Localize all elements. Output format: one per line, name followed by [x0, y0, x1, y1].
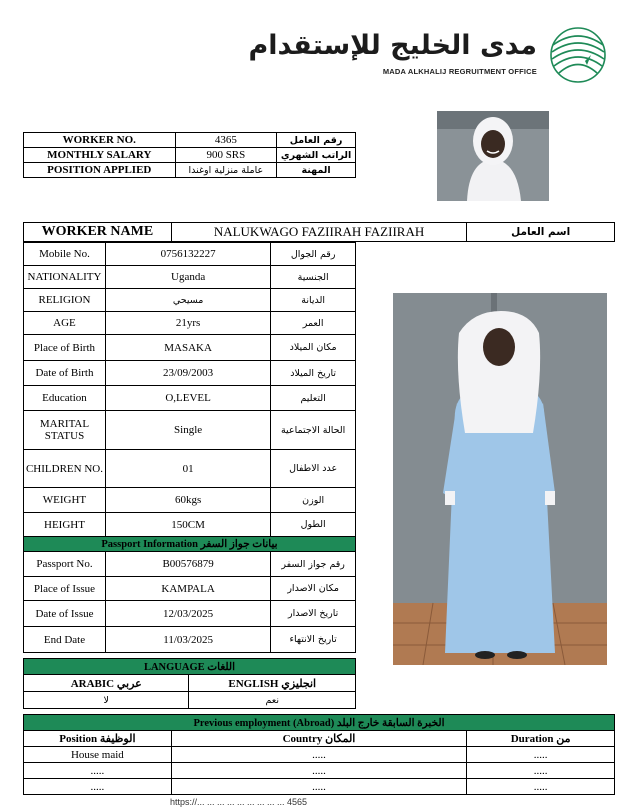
detail-row	[24, 411, 356, 450]
worker-name-label-ar: اسم العامل	[467, 223, 615, 242]
table-row	[24, 747, 615, 763]
col-duration-header: Duration من	[467, 731, 615, 747]
education-label-ar: التعليم	[271, 386, 356, 411]
language-table	[23, 658, 356, 709]
end-date-label-ar: تاريخ الانتهاء	[271, 627, 356, 653]
detail-row	[24, 552, 356, 577]
mobile-label: Mobile No.	[24, 243, 106, 266]
language-section-header: LANGUAGE اللغات	[24, 659, 356, 675]
english-label: ENGLISH انجليزي	[189, 675, 356, 692]
issue-place-label: Place of Issue	[24, 577, 106, 601]
position-cell: House maid	[24, 747, 172, 763]
details-table	[23, 242, 356, 653]
mobile-value: 0756132227	[105, 243, 270, 266]
end-date-label: End Date	[24, 627, 106, 653]
summary-row	[24, 133, 356, 148]
marital-label: MARITAL STATUS	[24, 411, 106, 450]
worker-portrait-photo	[437, 111, 549, 201]
logo-arabic-text: مدى الخليج للإستقدام	[248, 30, 537, 61]
arabic-value: لا	[24, 692, 189, 709]
detail-row	[24, 577, 356, 601]
detail-row	[24, 488, 356, 513]
age-value: 21yrs	[105, 312, 270, 335]
height-value: 150CM	[105, 513, 270, 537]
summary-row	[24, 163, 356, 178]
worker-name-value: NALUKWAGO FAZIIRAH FAZIIRAH	[171, 223, 466, 242]
nationality-label-ar: الجنسية	[271, 266, 356, 289]
position-value: عاملة منزلية اوغندا	[175, 163, 277, 178]
issue-place-label-ar: مكان الاصدار	[271, 577, 356, 601]
col-country-header: Country المكان	[171, 731, 466, 747]
duration-cell: .....	[467, 763, 615, 779]
nationality-label: NATIONALITY	[24, 266, 106, 289]
passport-no-value: B00576879	[105, 552, 270, 577]
age-label-ar: العمر	[271, 312, 356, 335]
salary-value: 900 SRS	[175, 148, 277, 163]
detail-row	[24, 335, 356, 361]
salary-label: MONTHLY SALARY	[24, 148, 176, 163]
worker-name-table	[23, 222, 615, 242]
detail-row	[24, 312, 356, 335]
passport-no-label-ar: رقم جواز السفر	[271, 552, 356, 577]
detail-row	[24, 361, 356, 386]
children-label-ar: عدد الاطفال	[271, 450, 356, 488]
detail-row	[24, 450, 356, 488]
marital-label-ar: الحالة الاجتماعية	[271, 411, 356, 450]
footer-url: https://... ... ... ... ... ... ... ... ... 4565	[170, 797, 308, 807]
detail-row	[24, 266, 356, 289]
detail-row	[24, 386, 356, 411]
english-value: نعم	[189, 692, 356, 709]
mobile-label-ar: رقم الجوال	[271, 243, 356, 266]
worker-name-label: WORKER NAME	[24, 223, 172, 242]
worker-no-label: WORKER NO.	[24, 133, 176, 148]
detail-row	[24, 513, 356, 537]
children-value: 01	[105, 450, 270, 488]
age-label: AGE	[24, 312, 106, 335]
passport-no-label: Passport No.	[24, 552, 106, 577]
worker-no-label-ar: رقم العامل	[277, 133, 356, 148]
country-cell: .....	[171, 779, 466, 795]
arabic-label: ARABIC عربي	[24, 675, 189, 692]
previous-employment-header: Previous employment (Abroad) الخبرة السابقة خارج البلد	[24, 715, 615, 731]
logo-english-text: MADA ALKHALIJ REGRUITMENT OFFICE	[382, 67, 537, 76]
birthdate-value: 23/09/2003	[105, 361, 270, 386]
education-value: O,LEVEL	[105, 386, 270, 411]
end-date-value: 11/03/2025	[105, 627, 270, 653]
duration-cell: .....	[467, 779, 615, 795]
worker-no-value: 4365	[175, 133, 277, 148]
detail-row	[24, 289, 356, 312]
issue-date-value: 12/03/2025	[105, 601, 270, 627]
birthdate-label-ar: تاريخ الميلاد	[271, 361, 356, 386]
table-row	[24, 763, 615, 779]
height-label: HEIGHT	[24, 513, 106, 537]
position-label: POSITION APPLIED	[24, 163, 176, 178]
weight-value: 60kgs	[105, 488, 270, 513]
table-row	[24, 779, 615, 795]
issue-date-label-ar: تاريخ الاصدار	[271, 601, 356, 627]
worker-full-body-photo	[393, 293, 607, 665]
position-cell: .....	[24, 779, 172, 795]
duration-cell: .....	[467, 747, 615, 763]
issue-place-value: KAMPALA	[105, 577, 270, 601]
passport-section-header: Passport Information بيانات جواز السفر	[24, 537, 356, 552]
salary-label-ar: الراتب الشهري	[277, 148, 356, 163]
previous-employment-table	[23, 714, 615, 795]
position-label-ar: المهنة	[277, 163, 356, 178]
children-label: CHILDREN NO.	[24, 450, 106, 488]
height-label-ar: الطول	[271, 513, 356, 537]
summary-table	[23, 132, 356, 178]
nationality-value: Uganda	[105, 266, 270, 289]
position-cell: .....	[24, 763, 172, 779]
issue-date-label: Date of Issue	[24, 601, 106, 627]
marital-value: Single	[105, 411, 270, 450]
detail-row	[24, 601, 356, 627]
birthplace-value: MASAKA	[105, 335, 270, 361]
col-position-header: Position الوظيفة	[24, 731, 172, 747]
education-label: Education	[24, 386, 106, 411]
country-cell: .....	[171, 747, 466, 763]
religion-label: RELIGION	[24, 289, 106, 312]
birthplace-label: Place of Birth	[24, 335, 106, 361]
country-cell: .....	[171, 763, 466, 779]
detail-row	[24, 243, 356, 266]
religion-label-ar: الديانة	[271, 289, 356, 312]
birthdate-label: Date of Birth	[24, 361, 106, 386]
summary-row	[24, 148, 356, 163]
birthplace-label-ar: مكان الميلاد	[271, 335, 356, 361]
weight-label: WEIGHT	[24, 488, 106, 513]
weight-label-ar: الوزن	[271, 488, 356, 513]
religion-value: مسيحي	[105, 289, 270, 312]
detail-row	[24, 627, 356, 653]
logo-mark-icon	[547, 25, 609, 85]
